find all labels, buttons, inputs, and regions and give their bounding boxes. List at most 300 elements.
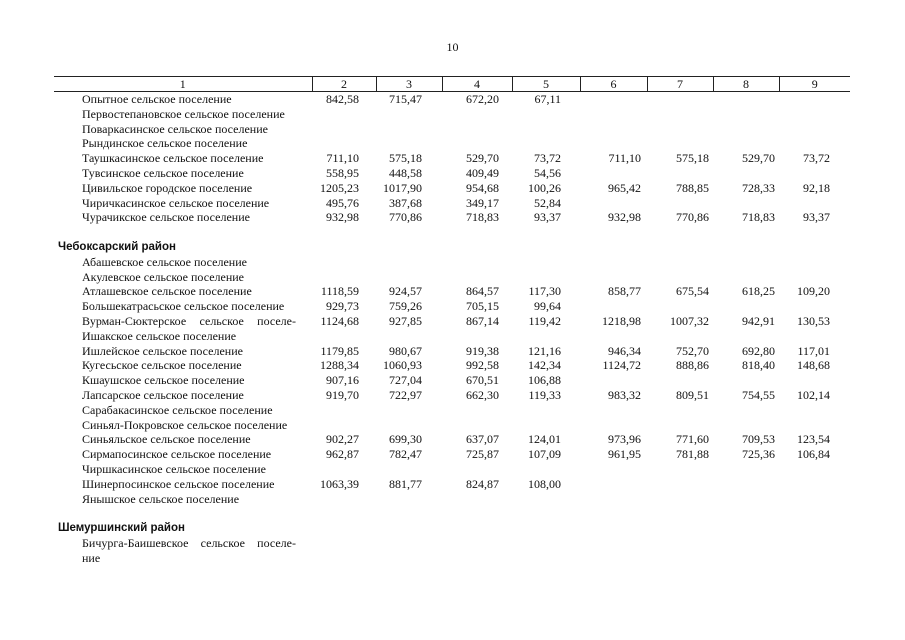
value-cell-col-8: [713, 107, 779, 122]
value-cell-col-8: 618,25: [742, 284, 775, 299]
district-heading: Шемуршинский район: [58, 522, 185, 535]
value-cell-col-2: 558,95: [326, 165, 359, 180]
value-cell-col-4: [442, 255, 512, 270]
value-cell-col-6: [580, 166, 647, 181]
value-cell-col-4: [442, 107, 512, 122]
settlement-name: Кугесьское сельское поселение: [82, 358, 242, 373]
value-cell-col-4: [442, 551, 512, 566]
value-cell-col-6: 858,77: [608, 284, 641, 299]
value-cell-col-9: [779, 136, 850, 151]
table-row: [54, 196, 850, 211]
value-cell-col-5: [512, 551, 580, 566]
value-cell-col-5: [512, 329, 580, 344]
value-cell-col-6: 973,96: [608, 432, 641, 447]
value-cell-col-6: [580, 196, 647, 211]
table-row: [54, 329, 850, 344]
table-row: [54, 107, 850, 122]
value-cell-col-5: [512, 122, 580, 137]
value-cell-col-5: 107,09: [528, 447, 561, 462]
value-cell-col-5: 99,64: [534, 299, 561, 314]
settlement-name: Поваркасинское сельское поселение: [82, 121, 268, 136]
value-cell-col-4: [442, 462, 512, 477]
value-cell-col-6: [580, 462, 647, 477]
settlement-name: Тувсинское сельское поселение: [82, 165, 244, 180]
value-cell-col-9: 92,18: [803, 180, 830, 195]
value-cell-col-3: 448,58: [389, 165, 422, 180]
value-cell-col-5: [512, 270, 580, 285]
value-cell-col-9: [779, 299, 850, 314]
settlement-name-text: Бичурга-Баишевское сельское поселе-: [82, 535, 296, 550]
value-cell-col-4: [442, 403, 512, 418]
value-cell-col-8: [713, 329, 779, 344]
value-cell-col-9: [779, 551, 850, 566]
value-cell-col-9: [779, 270, 850, 285]
value-cell-col-6: 961,95: [608, 447, 641, 462]
table-row: [54, 255, 850, 270]
value-cell-col-3: [376, 492, 442, 507]
value-cell-col-5: 67,11: [534, 92, 561, 106]
value-cell-col-2: 1179,85: [320, 343, 359, 358]
settlement-name: Ишакское сельское поселение: [82, 328, 237, 343]
value-cell-col-9: [779, 122, 850, 137]
settlement-name: Чурачикское сельское поселение: [82, 210, 250, 225]
value-cell-col-4: [442, 136, 512, 151]
table-row: [54, 462, 850, 477]
value-cell-col-8: 529,70: [742, 151, 775, 166]
value-cell-col-8: [713, 255, 779, 270]
value-cell-col-7: [647, 92, 713, 107]
value-cell-col-2: 962,87: [326, 447, 359, 462]
settlement-name: Чиршкасинское сельское поселение: [82, 461, 266, 476]
value-cell-col-6: [580, 403, 647, 418]
value-cell-col-6: [580, 122, 647, 137]
value-cell-col-8: 725,36: [742, 447, 775, 462]
table-row: [54, 403, 850, 418]
value-cell-col-4: 718,83: [466, 210, 499, 225]
value-cell-col-4: [442, 492, 512, 507]
value-cell-col-8: [713, 492, 779, 507]
value-cell-col-3: 924,57: [389, 284, 422, 299]
value-cell-col-4: 867,14: [466, 313, 499, 328]
value-cell-col-7: 809,51: [676, 387, 709, 402]
table-row: [54, 358, 850, 373]
value-cell-col-4: 637,07: [466, 432, 499, 447]
value-cell-col-2: 1205,23: [320, 180, 359, 195]
value-cell-col-9: 123,54: [797, 432, 830, 447]
value-cell-col-5: 73,72: [534, 151, 561, 166]
district-heading-row: [54, 240, 850, 255]
value-cell-col-6: [580, 418, 647, 433]
table-row: [54, 477, 850, 492]
value-cell-col-7: [647, 122, 713, 137]
table-row: [54, 314, 850, 329]
value-cell-col-4: 409,49: [466, 165, 499, 180]
value-cell-col-8: 692,80: [742, 343, 775, 358]
header-row: [54, 77, 850, 92]
value-cell-col-4: [442, 418, 512, 433]
value-cell-col-3: 722,97: [389, 387, 422, 402]
value-cell-col-3: [376, 122, 442, 137]
table-row: [54, 284, 850, 299]
value-cell-col-3: 1060,93: [383, 358, 422, 373]
value-cell-col-7: [647, 373, 713, 388]
value-cell-col-6: [580, 270, 647, 285]
value-cell-col-6: 983,32: [608, 387, 641, 402]
table-row: [54, 299, 850, 314]
value-cell-col-3: 575,18: [389, 151, 422, 166]
value-cell-col-2: [312, 551, 376, 566]
value-cell-col-8: [713, 270, 779, 285]
value-cell-col-7: [647, 270, 713, 285]
value-cell-col-5: [512, 403, 580, 418]
value-cell-col-5: 142,34: [528, 358, 561, 373]
header-col-1: 1: [54, 77, 312, 92]
value-cell-col-9: 117,01: [797, 343, 830, 358]
value-cell-col-3: 727,04: [389, 373, 422, 388]
value-cell-col-6: [580, 477, 647, 492]
value-cell-col-9: [779, 492, 850, 507]
table-row: [54, 181, 850, 196]
value-cell-col-9: [779, 418, 850, 433]
value-cell-col-6: [580, 107, 647, 122]
header-col-6: 6: [580, 77, 647, 92]
value-cell-col-9: [779, 462, 850, 477]
settlement-name: Акулевское сельское поселение: [82, 269, 245, 284]
value-cell-col-2: [312, 329, 376, 344]
value-cell-col-8: [713, 403, 779, 418]
value-cell-col-2: 1118,59: [320, 284, 359, 299]
header-col-3: 3: [376, 77, 442, 92]
value-cell-col-7: 771,60: [676, 432, 709, 447]
value-cell-col-7: [647, 329, 713, 344]
page-number: 10: [446, 40, 459, 54]
value-cell-col-9: [779, 329, 850, 344]
value-cell-col-6: [580, 536, 647, 551]
value-cell-col-8: [713, 166, 779, 181]
value-cell-col-6: [580, 255, 647, 270]
value-cell-col-6: [580, 373, 647, 388]
spacer-cell: [54, 506, 850, 521]
value-cell-col-7: [647, 551, 713, 566]
value-cell-col-9: [779, 536, 850, 551]
value-cell-col-5: [512, 136, 580, 151]
value-cell-col-2: 919,70: [326, 387, 359, 402]
data-table: [54, 76, 850, 566]
value-cell-col-2: [312, 418, 376, 433]
value-cell-col-4: 670,51: [466, 373, 499, 388]
value-cell-col-9: 73,72: [803, 151, 830, 166]
value-cell-col-6: [580, 299, 647, 314]
value-cell-col-2: [312, 492, 376, 507]
value-cell-col-4: [442, 270, 512, 285]
value-cell-col-3: 699,30: [389, 432, 422, 447]
value-cell-col-7: [647, 418, 713, 433]
spacer-row: [54, 225, 850, 240]
value-cell-col-4: 824,87: [466, 476, 499, 491]
district-heading-row: [54, 521, 850, 536]
value-cell-col-3: [376, 255, 442, 270]
value-cell-col-2: 1063,39: [320, 476, 359, 491]
value-cell-col-8: [713, 551, 779, 566]
value-cell-col-9: [779, 166, 850, 181]
value-cell-col-2: [312, 122, 376, 137]
value-cell-col-8: [713, 373, 779, 388]
value-cell-col-6: [580, 492, 647, 507]
value-cell-col-4: [442, 536, 512, 551]
district-heading: Чебоксарский район: [58, 240, 176, 253]
value-cell-col-4: 725,87: [466, 447, 499, 462]
header-col-2: 2: [312, 77, 376, 92]
value-cell-col-8: [713, 92, 779, 107]
settlement-name: ние: [82, 550, 101, 565]
value-cell-col-7: 770,86: [676, 210, 709, 225]
table-row: [54, 492, 850, 507]
value-cell-col-7: 1007,32: [670, 313, 709, 328]
settlement-name: Опытное сельское поселение: [82, 92, 232, 106]
value-cell-col-5: 52,84: [534, 195, 561, 210]
value-cell-col-4: 349,17: [466, 195, 499, 210]
table-row: [54, 551, 850, 566]
value-cell-col-3: 927,85: [389, 313, 422, 328]
value-cell-col-7: 788,85: [676, 180, 709, 195]
value-cell-col-7: [647, 107, 713, 122]
value-cell-col-6: 932,98: [608, 210, 641, 225]
settlement-name: Сирмапосинское сельское поселение: [82, 447, 272, 462]
value-cell-col-6: 711,10: [608, 151, 641, 166]
table-body: [54, 92, 850, 566]
value-cell-col-2: 907,16: [326, 373, 359, 388]
settlement-name: Кшаушское сельское поселение: [82, 373, 245, 388]
value-cell-col-3: 770,86: [389, 210, 422, 225]
value-cell-col-7: [647, 166, 713, 181]
value-cell-col-2: 711,10: [326, 151, 359, 166]
value-cell-col-3: [376, 418, 442, 433]
settlement-name: Синьял-Покровское сельское поселение: [82, 417, 288, 432]
value-cell-col-8: 709,53: [742, 432, 775, 447]
value-cell-col-5: [512, 492, 580, 507]
settlement-name: Чиричкасинское сельское поселение: [82, 195, 270, 210]
value-cell-col-3: 387,68: [389, 195, 422, 210]
value-cell-col-4: 919,38: [466, 343, 499, 358]
value-cell-col-3: 980,67: [389, 343, 422, 358]
value-cell-col-8: [713, 196, 779, 211]
settlement-name: Цивильское городское поселение: [82, 180, 253, 195]
value-cell-col-6: [580, 551, 647, 566]
header-col-7: 7: [647, 77, 713, 92]
value-cell-col-5: [512, 462, 580, 477]
settlement-name: Абашевское сельское поселение: [82, 254, 247, 269]
settlement-name: Атлашевское сельское поселение: [82, 284, 252, 299]
value-cell-col-4: 662,30: [466, 387, 499, 402]
header-col-4: 4: [442, 77, 512, 92]
value-cell-col-6: [580, 92, 647, 107]
value-cell-col-9: 130,53: [797, 313, 830, 328]
value-cell-col-8: 942,91: [742, 313, 775, 328]
table-row: [54, 92, 850, 107]
settlement-name: Таушкасинское сельское поселение: [82, 151, 264, 166]
settlement-name: Сарабакасинское сельское поселение: [82, 402, 273, 417]
settlement-name: Лапсарское сельское поселение: [82, 387, 244, 402]
value-cell-col-2: 1124,68: [320, 313, 359, 328]
header-col-5: 5: [512, 77, 580, 92]
spacer-row: [54, 506, 850, 521]
settlement-name: Янышское сельское поселение: [82, 491, 240, 506]
table-row: [54, 432, 850, 447]
settlement-name-text: Вурман-Сюктерское сельское поселе-: [82, 313, 296, 328]
value-cell-col-8: [713, 299, 779, 314]
value-cell-col-8: [713, 122, 779, 137]
value-cell-col-7: [647, 403, 713, 418]
table-row: [54, 373, 850, 388]
table-row: [54, 344, 850, 359]
value-cell-col-9: [779, 196, 850, 211]
value-cell-col-9: [779, 373, 850, 388]
value-cell-col-3: [376, 403, 442, 418]
value-cell-col-4: 954,68: [466, 180, 499, 195]
settlement-name: Большекатрасьское сельское поселение: [82, 299, 285, 314]
value-cell-col-9: [779, 255, 850, 270]
table-row: [54, 270, 850, 285]
value-cell-col-3: 715,47: [389, 92, 422, 106]
value-cell-col-6: 1218,98: [602, 313, 641, 328]
value-cell-col-5: [512, 536, 580, 551]
value-cell-col-8: 754,55: [742, 387, 775, 402]
value-cell-col-2: [312, 403, 376, 418]
value-cell-col-6: 965,42: [608, 180, 641, 195]
value-cell-col-9: [779, 477, 850, 492]
spacer-cell: [54, 225, 850, 240]
value-cell-col-2: 842,58: [326, 92, 359, 106]
value-cell-col-3: 759,26: [389, 299, 422, 314]
value-cell-col-5: 119,42: [528, 313, 561, 328]
table-row: [54, 122, 850, 137]
value-cell-col-7: [647, 492, 713, 507]
settlement-name: Шинерпосинское сельское поселение: [82, 476, 275, 491]
value-cell-col-5: 119,33: [528, 387, 561, 402]
table-row: [54, 447, 850, 462]
value-cell-col-5: 108,00: [528, 476, 561, 491]
value-cell-col-3: 1017,90: [383, 180, 422, 195]
value-cell-col-5: 121,16: [528, 343, 561, 358]
value-cell-col-8: 728,33: [742, 180, 775, 195]
value-cell-col-2: [312, 255, 376, 270]
value-cell-col-4: [442, 122, 512, 137]
value-cell-col-6: 946,34: [608, 343, 641, 358]
value-cell-col-7: [647, 536, 713, 551]
settlement-name: Первостепановское сельское поселение: [82, 106, 285, 121]
value-cell-col-7: 888,86: [676, 358, 709, 373]
value-cell-col-5: 100,26: [528, 180, 561, 195]
value-cell-col-7: 575,18: [676, 151, 709, 166]
value-cell-col-3: [376, 329, 442, 344]
value-cell-col-3: 881,77: [389, 476, 422, 491]
value-cell-col-6: 1124,72: [602, 358, 641, 373]
value-cell-col-3: [376, 551, 442, 566]
value-cell-col-9: 106,84: [797, 447, 830, 462]
value-cell-col-9: 102,14: [797, 387, 830, 402]
value-cell-col-3: [376, 536, 442, 551]
value-cell-col-8: [713, 462, 779, 477]
value-cell-col-6: [580, 329, 647, 344]
value-cell-col-4: 864,57: [466, 284, 499, 299]
value-cell-col-5: [512, 107, 580, 122]
value-cell-col-5: 124,01: [528, 432, 561, 447]
settlement-name: Синьяльское сельское поселение: [82, 432, 251, 447]
value-cell-col-7: 752,70: [676, 343, 709, 358]
value-cell-col-7: 781,88: [676, 447, 709, 462]
value-cell-col-2: 1288,34: [320, 358, 359, 373]
table-row: [54, 388, 850, 403]
table-row: [54, 166, 850, 181]
value-cell-col-5: 106,88: [528, 373, 561, 388]
table-row: [54, 418, 850, 433]
value-cell-col-5: [512, 418, 580, 433]
value-cell-col-8: 818,40: [742, 358, 775, 373]
table-row: [54, 210, 850, 225]
value-cell-col-4: [442, 329, 512, 344]
value-cell-col-8: 718,83: [742, 210, 775, 225]
table-header: [54, 77, 850, 92]
value-cell-col-8: [713, 136, 779, 151]
value-cell-col-3: 782,47: [389, 447, 422, 462]
value-cell-col-5: 117,30: [528, 284, 561, 299]
table-row: [54, 151, 850, 166]
table-row: [54, 136, 850, 151]
value-cell-col-7: [647, 477, 713, 492]
value-cell-col-7: 675,54: [676, 284, 709, 299]
value-cell-col-2: [312, 536, 376, 551]
value-cell-col-9: [779, 107, 850, 122]
value-cell-col-8: [713, 477, 779, 492]
value-cell-col-2: [312, 107, 376, 122]
settlement-name: Рындинское сельское поселение: [82, 136, 248, 151]
value-cell-col-5: [512, 255, 580, 270]
settlement-name: Ишлейское сельское поселение: [82, 343, 243, 358]
value-cell-col-9: 93,37: [803, 210, 830, 225]
value-cell-col-7: [647, 255, 713, 270]
value-cell-col-5: 93,37: [534, 210, 561, 225]
header-col-8: 8: [713, 77, 779, 92]
value-cell-col-7: [647, 299, 713, 314]
settlement-name: [54, 536, 312, 551]
header-col-9: 9: [779, 77, 850, 92]
value-cell-col-2: 932,98: [326, 210, 359, 225]
value-cell-col-7: [647, 196, 713, 211]
value-cell-col-6: [580, 136, 647, 151]
table-row: [54, 536, 850, 551]
value-cell-col-2: 495,76: [326, 195, 359, 210]
value-cell-col-2: [312, 136, 376, 151]
value-cell-col-7: [647, 136, 713, 151]
value-cell-col-4: 705,15: [466, 299, 499, 314]
value-cell-col-2: 902,27: [326, 432, 359, 447]
value-cell-col-4: 672,20: [466, 92, 499, 106]
value-cell-col-3: [376, 136, 442, 151]
value-cell-col-7: [647, 462, 713, 477]
settlement-name: [54, 314, 312, 329]
value-cell-col-9: [779, 403, 850, 418]
value-cell-col-5: 54,56: [534, 165, 561, 180]
value-cell-col-4: 529,70: [466, 151, 499, 166]
value-cell-col-9: 109,20: [797, 284, 830, 299]
value-cell-col-2: [312, 270, 376, 285]
value-cell-col-2: [312, 462, 376, 477]
value-cell-col-8: [713, 536, 779, 551]
value-cell-col-3: [376, 270, 442, 285]
value-cell-col-3: [376, 107, 442, 122]
value-cell-col-9: [779, 92, 850, 107]
value-cell-col-4: 992,58: [466, 358, 499, 373]
